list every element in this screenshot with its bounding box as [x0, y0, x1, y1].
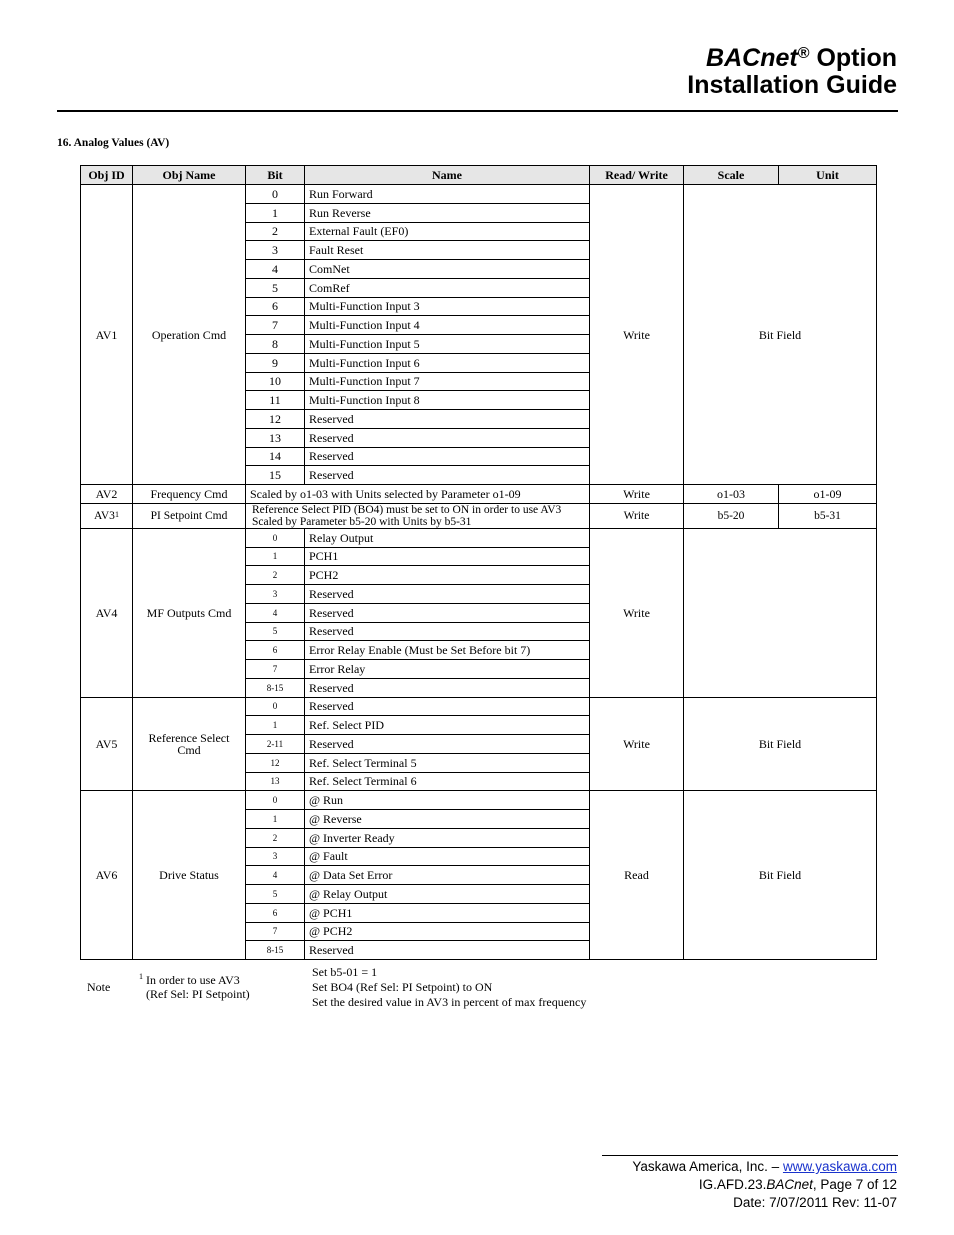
- bit-name-cell: @ Inverter Ready: [305, 828, 590, 847]
- bit-cell: 12: [246, 410, 305, 429]
- obj-id-cell: AV4: [81, 528, 133, 697]
- obj-name-cell: MF Outputs Cmd: [133, 528, 246, 697]
- bit-name-cell: Fault Reset: [305, 241, 590, 260]
- bit-cell: 5: [246, 278, 305, 297]
- footnote-marker: 1: [139, 972, 143, 981]
- description-cell: [246, 503, 590, 528]
- scale-cell: o1-03: [684, 485, 779, 504]
- scale-cell: b5-20: [684, 503, 779, 528]
- bit-cell: 4: [246, 260, 305, 279]
- page-footer: [632, 1158, 897, 1212]
- title-option: Option: [809, 44, 897, 72]
- bit-name-cell: Ref. Select Terminal 5: [305, 753, 590, 772]
- bit-name-cell: Reserved: [305, 735, 590, 754]
- footer-website-link[interactable]: www.yaskawa.com: [782, 1159, 897, 1174]
- bit-cell: 11: [246, 391, 305, 410]
- bit-cell: 8: [246, 335, 305, 354]
- title-line-2: Installation Guide: [687, 71, 897, 99]
- bit-name-cell: Reserved: [305, 466, 590, 485]
- bit-name-cell: Run Reverse: [305, 203, 590, 222]
- bit-name-cell: Multi-Function Input 5: [305, 335, 590, 354]
- bit-name-cell: Reserved: [305, 603, 590, 622]
- bit-name-cell: @ Relay Output: [305, 885, 590, 904]
- read-write-cell: Write: [590, 185, 684, 485]
- bit-cell: 13: [246, 428, 305, 447]
- scale-cell: Bit Field: [684, 791, 877, 960]
- bit-name-cell: Reserved: [305, 428, 590, 447]
- read-write-cell: Write: [590, 528, 684, 697]
- footnote-line-2: (Ref Sel: PI Setpoint): [146, 987, 250, 1001]
- bit-cell: 9: [246, 353, 305, 372]
- bit-cell: 4: [246, 866, 305, 885]
- bit-cell: 7: [246, 316, 305, 335]
- obj-id-text: AV3: [94, 509, 115, 522]
- obj-name-cell: Frequency Cmd: [133, 485, 246, 504]
- col-header-obj-name: Obj Name: [133, 166, 246, 185]
- table-row: [81, 528, 877, 547]
- table-row: [81, 697, 877, 716]
- bit-cell: 6: [246, 903, 305, 922]
- bit-name-cell: Multi-Function Input 6: [305, 353, 590, 372]
- bit-cell: 6: [246, 297, 305, 316]
- obj-id-cell: [81, 503, 133, 528]
- note-label: Note: [87, 980, 111, 994]
- analog-values-table: [80, 165, 877, 960]
- table-header-row: [81, 166, 877, 185]
- obj-id-cell: AV6: [81, 791, 133, 960]
- bit-cell: 0: [246, 185, 305, 204]
- col-header-name: Name: [305, 166, 590, 185]
- bit-name-cell: Reserved: [305, 410, 590, 429]
- col-header-obj-id: Obj ID: [81, 166, 133, 185]
- footer-date: Date: 7/07/2011 Rev: 11-07: [733, 1195, 897, 1210]
- footnote-ref: 1: [114, 509, 119, 519]
- obj-name-cell: Drive Status: [133, 791, 246, 960]
- bit-name-cell: ComRef: [305, 278, 590, 297]
- note-steps: [312, 965, 586, 1010]
- bit-cell: 3: [246, 847, 305, 866]
- bit-cell: 0: [246, 791, 305, 810]
- bit-name-cell: Reserved: [305, 447, 590, 466]
- obj-name-cell: PI Setpoint Cmd: [133, 503, 246, 528]
- bit-cell: 1: [246, 716, 305, 735]
- obj-id-cell: AV5: [81, 697, 133, 791]
- bit-cell: 13: [246, 772, 305, 791]
- bit-cell: 7: [246, 660, 305, 679]
- bit-cell: 0: [246, 697, 305, 716]
- read-write-cell: Write: [590, 697, 684, 791]
- obj-name-cell: Reference Select Cmd: [133, 697, 246, 791]
- obj-id-cell: AV1: [81, 185, 133, 485]
- note-step: Set b5-01 = 1: [312, 965, 378, 979]
- title-brand: BACnet: [706, 44, 798, 72]
- header-rule: [57, 110, 898, 112]
- scale-cell: Bit Field: [684, 697, 877, 791]
- bit-name-cell: @ Data Set Error: [305, 866, 590, 885]
- title-line-1: [687, 45, 897, 72]
- bit-name-cell: External Fault (EF0): [305, 222, 590, 241]
- footnote-line-1: [139, 970, 250, 987]
- note-step: Set BO4 (Ref Sel: PI Setpoint) to ON: [312, 980, 493, 994]
- bit-name-cell: Reserved: [305, 697, 590, 716]
- bit-name-cell: Multi-Function Input 8: [305, 391, 590, 410]
- bit-name-cell: Reserved: [305, 585, 590, 604]
- bit-name-cell: Multi-Function Input 7: [305, 372, 590, 391]
- note-footnote: [139, 970, 250, 1001]
- bit-name-cell: Ref. Select Terminal 6: [305, 772, 590, 791]
- bit-cell: 6: [246, 641, 305, 660]
- bit-name-cell: Run Forward: [305, 185, 590, 204]
- bit-cell: 7: [246, 922, 305, 941]
- bit-cell: 12: [246, 753, 305, 772]
- note-step: Set the desired value in AV3 in percent of max frequency: [312, 995, 587, 1009]
- table-body: [81, 185, 877, 960]
- bit-cell: 3: [246, 241, 305, 260]
- bit-cell: 5: [246, 622, 305, 641]
- bit-name-cell: Reserved: [305, 678, 590, 697]
- bit-cell: 5: [246, 885, 305, 904]
- bit-name-cell: @ PCH1: [305, 903, 590, 922]
- bit-name-cell: Error Relay Enable (Must be Set Before bit 7): [305, 641, 590, 660]
- description-line: Reference Select PID (BO4) must be set to ON in order to use AV3: [252, 503, 562, 516]
- col-header-scale: Scale: [684, 166, 779, 185]
- read-write-cell: Write: [590, 485, 684, 504]
- bit-name-cell: @ Reverse: [305, 810, 590, 829]
- bit-cell: 8-15: [246, 678, 305, 697]
- scale-cell: Bit Field: [684, 185, 877, 485]
- unit-cell: o1-09: [779, 485, 877, 504]
- bit-cell: 8-15: [246, 941, 305, 960]
- bit-name-cell: Relay Output: [305, 528, 590, 547]
- bit-cell: 0: [246, 528, 305, 547]
- table-row: [81, 485, 877, 504]
- footnote-text-1: In order to use AV3: [143, 973, 240, 987]
- bit-cell: 3: [246, 585, 305, 604]
- bit-name-cell: Error Relay: [305, 660, 590, 679]
- bit-cell: 1: [246, 547, 305, 566]
- bit-name-cell: @ PCH2: [305, 922, 590, 941]
- col-header-unit: Unit: [779, 166, 877, 185]
- read-write-cell: Read: [590, 791, 684, 960]
- bit-name-cell: PCH1: [305, 547, 590, 566]
- bit-cell: 2: [246, 566, 305, 585]
- bit-cell: 4: [246, 603, 305, 622]
- unit-cell: b5-31: [779, 503, 877, 528]
- bit-cell: 15: [246, 466, 305, 485]
- bit-name-cell: ComNet: [305, 260, 590, 279]
- bit-name-cell: Reserved: [305, 941, 590, 960]
- scale-unit-empty-cell: [684, 528, 877, 697]
- footer-doc-suffix: , Page 7 of 12: [812, 1177, 897, 1192]
- bit-name-cell: Multi-Function Input 4: [305, 316, 590, 335]
- footer-company: Yaskawa America, Inc. –: [632, 1159, 783, 1174]
- description-line: Scaled by Parameter b5-20 with Units by b5-31: [252, 515, 472, 528]
- bit-name-cell: PCH2: [305, 566, 590, 585]
- bit-cell: 2: [246, 222, 305, 241]
- footer-rule: [602, 1155, 898, 1156]
- bit-name-cell: Ref. Select PID: [305, 716, 590, 735]
- bit-name-cell: @ Run: [305, 791, 590, 810]
- description-cell: Scaled by o1-03 with Units selected by Parameter o1-09: [246, 485, 590, 504]
- footer-doc-prefix: IG.AFD.23.: [698, 1177, 767, 1192]
- bit-name-cell: @ Fault: [305, 847, 590, 866]
- bit-cell: 2: [246, 828, 305, 847]
- footer-company-line: [632, 1158, 897, 1176]
- table-row: [81, 503, 877, 528]
- footer-doc-line: [632, 1176, 897, 1194]
- obj-id-cell: AV2: [81, 485, 133, 504]
- col-header-read-write: Read/ Write: [590, 166, 684, 185]
- section-title: 16. Analog Values (AV): [57, 137, 170, 149]
- col-header-bit: Bit: [246, 166, 305, 185]
- bit-cell: 10: [246, 372, 305, 391]
- bit-cell: 1: [246, 203, 305, 222]
- bit-cell: 14: [246, 447, 305, 466]
- bit-name-cell: Reserved: [305, 622, 590, 641]
- bit-cell: 2-11: [246, 735, 305, 754]
- table-row: [81, 791, 877, 810]
- table-row: [81, 185, 877, 204]
- document-title: [687, 45, 897, 99]
- bit-name-cell: Multi-Function Input 3: [305, 297, 590, 316]
- footer-doc-italic: BACnet: [766, 1177, 813, 1192]
- registered-mark: ®: [797, 45, 810, 62]
- obj-name-cell: Operation Cmd: [133, 185, 246, 485]
- read-write-cell: Write: [590, 503, 684, 528]
- bit-cell: 1: [246, 810, 305, 829]
